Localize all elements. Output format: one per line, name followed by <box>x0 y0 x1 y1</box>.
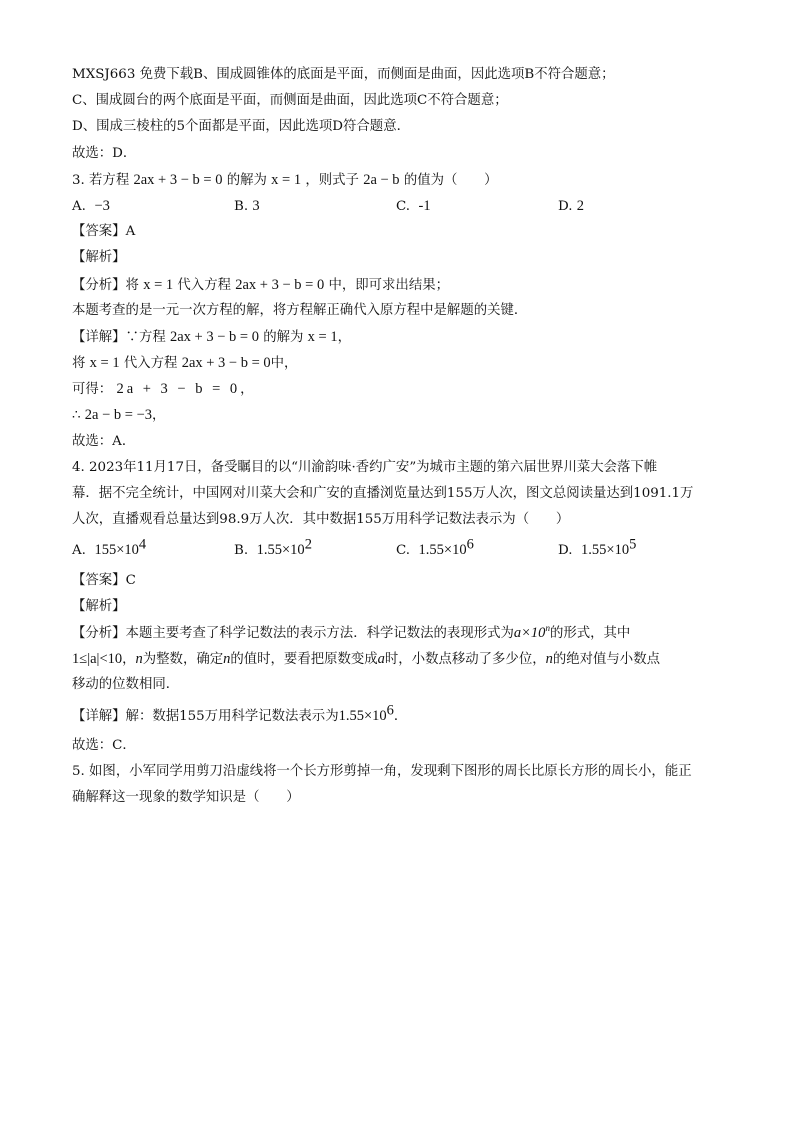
q3-option-a: A. −3 <box>72 197 110 214</box>
q4-analysis-line3: 移动的位数相同． <box>72 677 180 693</box>
q5-stem-line1: 5. 如图，小军同学用剪刀沿虚线将一个长方形剪掉一角，发现剩下图形的周长比原长方形的周长小，能正 <box>72 763 692 779</box>
q3-analysis-line1: 【分析】将 x = 1 代入方程 2ax + 3 − b = 0 中，即可求出结果； <box>72 276 449 293</box>
q4-option-d: D. $1.55\times 10^5$ <box>558 536 637 559</box>
q3-analysis-line2: 本题考查的是一元一次方程的解，将方程解正确代入原方程中是解题的关键． <box>72 302 528 318</box>
q4-answer: 【答案】C <box>72 572 136 588</box>
q3-options <box>72 193 732 219</box>
q4-options <box>72 537 732 563</box>
q4-stem-line3: 人次，直播观看总量达到98.9万人次．其中数据155万用科学记数法表示为（ ） <box>72 512 570 528</box>
q4-stem-line2: 幕．据不完全统计，中国网对川菜大会和广安的直播浏览量达到155万人次，图文总阅读量达到1091.1万 <box>72 486 694 501</box>
q3-option-b: B. 3 <box>234 197 260 214</box>
q4-option-c: C. $1.55\times 10^6$ <box>396 536 474 559</box>
q4-stem-line1: 4. 2023年11月17日，备受瞩目的以“川渝韵味·香约广安”为城市主题的第六届世界川菜大会落下帷 <box>72 459 658 475</box>
q3-solution: x = 1 <box>271 171 302 188</box>
q3-detail-line3: 可得： 2a + 3 − b = 0， <box>72 381 254 398</box>
q3-answer: 【答案】A <box>72 224 136 240</box>
q4-analysis-line2: 1≤|a|<10，n为整数，确定n的值时，要看把原数变成a时，小数点移动了多少位，n的绝对值与小数点 <box>72 651 660 668</box>
q3-equation: 2ax + 3 − b = 0 <box>133 171 223 188</box>
q3-analysis-tag: 【解析】 <box>72 250 126 266</box>
q4-detail: 【详解】解：数据155万用科学记数法表示为$1.55\times 10^6$． <box>72 702 408 724</box>
q4-analysis-line1: 【分析】本题主要考查了科学记数法的表示方法．科学记数法的表现形式为$a\times 10^n$的形式，其中 <box>72 623 631 641</box>
q3-option-c: C. -1 <box>396 197 431 214</box>
q4-option-b: B. $1.55\times 10^2$ <box>234 536 312 559</box>
prev-option-d-line: D、围成三棱柱的5个面都是平面，因此选项D符合题意． <box>72 119 410 135</box>
q3-detail-line4: ∴ 2a − b = −3， <box>72 407 166 424</box>
q3-stem: 3. 若方程 2ax + 3 − b = 0 的解为 x = 1 ，则式子 2a − b 的值为（ ） <box>72 171 498 188</box>
q3-detail-line1: 【详解】∵方程 2ax + 3 − b = 0 的解为 x = 1， <box>72 328 351 345</box>
q5-stem-line2: 确解释这一现象的数学知识是（ ） <box>72 790 300 806</box>
prev-option-b-line: MXSJ663 免费下载B、围成圆锥体的底面是平面，而侧面是曲面，因此选项B不符合题意； <box>72 67 615 82</box>
q4-option-a: A. $155\times 10^4$ <box>72 536 147 559</box>
prev-choice-line: 故选：D． <box>72 145 137 161</box>
q4-analysis-tag: 【解析】 <box>72 598 126 614</box>
prev-option-c-line: C、围成圆台的两个底面是平面，而侧面是曲面，因此选项C不符合题意； <box>72 93 508 109</box>
q4-choice: 故选：C． <box>72 737 136 753</box>
q3-expression: 2a − b <box>363 171 400 188</box>
q3-choice: 故选：A． <box>72 433 136 449</box>
document-page <box>72 62 732 811</box>
q3-detail-line2: 将 x = 1 代入方程 2ax + 3 − b = 0中， <box>72 355 298 372</box>
q3-option-d: D. 2 <box>558 197 585 214</box>
